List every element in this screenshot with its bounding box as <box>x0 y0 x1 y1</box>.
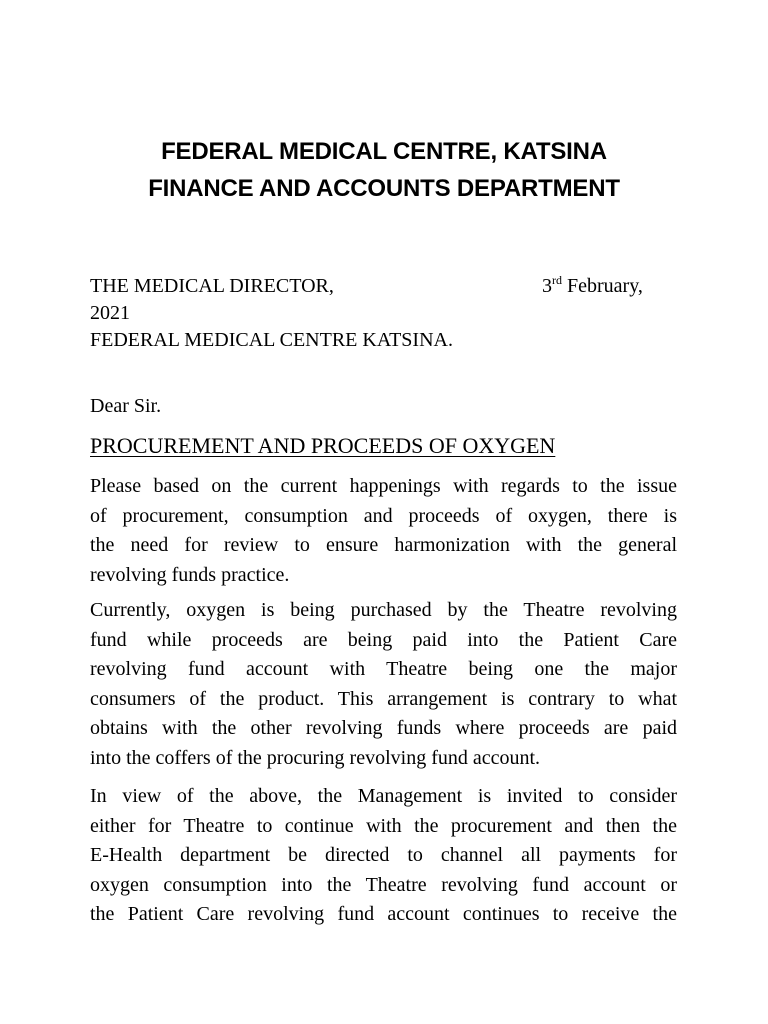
paragraph-line: revolving funds practice. <box>90 563 290 586</box>
salutation: Dear Sir. <box>90 395 162 417</box>
date-year: 2021 <box>90 302 130 324</box>
paragraph-line: the need for review to ensure harmonization with the general <box>90 534 677 556</box>
recipient-title: THE MEDICAL DIRECTOR, <box>90 275 334 297</box>
paragraph-line: Please based on the current happenings with regards to the issue <box>90 475 677 497</box>
paragraph-line: E-Health department be directed to channel all payments for <box>90 844 677 866</box>
paragraph-line: oxygen consumption into the Theatre revolving fund account or <box>90 873 677 896</box>
paragraph-2 <box>90 596 677 773</box>
date-suffix: rd <box>552 273 562 287</box>
letter-subject: PROCUREMENT AND PROCEEDS OF OXYGEN <box>90 433 556 458</box>
paragraph-line: obtains with the other revolving funds where proceeds are paid <box>90 717 677 739</box>
paragraph-line: In view of the above, the Management is invited to consider <box>90 785 677 807</box>
department-title: FINANCE AND ACCOUNTS DEPARTMENT <box>148 175 620 202</box>
paragraph-1 <box>90 472 677 590</box>
paragraph-3 <box>90 782 677 930</box>
date-day: 3 <box>542 275 552 297</box>
paragraph-line: the Patient Care revolving fund account continues to receive the <box>90 903 677 925</box>
paragraph-line: consumers of the product. This arrangement is contrary to what <box>90 687 677 710</box>
paragraph-line: revolving fund account with Theatre being one the major <box>90 658 677 680</box>
institution-title: FEDERAL MEDICAL CENTRE, KATSINA <box>161 138 607 165</box>
recipient-organization: FEDERAL MEDICAL CENTRE KATSINA. <box>90 329 453 351</box>
paragraph-line: fund while proceeds are being paid into the Patient Care <box>90 628 677 651</box>
paragraph-line: into the coffers of the procuring revolving fund account. <box>90 746 541 769</box>
date-month: February, <box>562 275 643 297</box>
paragraph-line: Currently, oxygen is being purchased by the Theatre revolving <box>90 599 677 621</box>
paragraph-line: of procurement, consumption and proceeds of oxygen, there is <box>90 504 677 527</box>
paragraph-line: either for Theatre to continue with the procurement and then the <box>90 814 677 837</box>
letter-date <box>542 273 643 299</box>
